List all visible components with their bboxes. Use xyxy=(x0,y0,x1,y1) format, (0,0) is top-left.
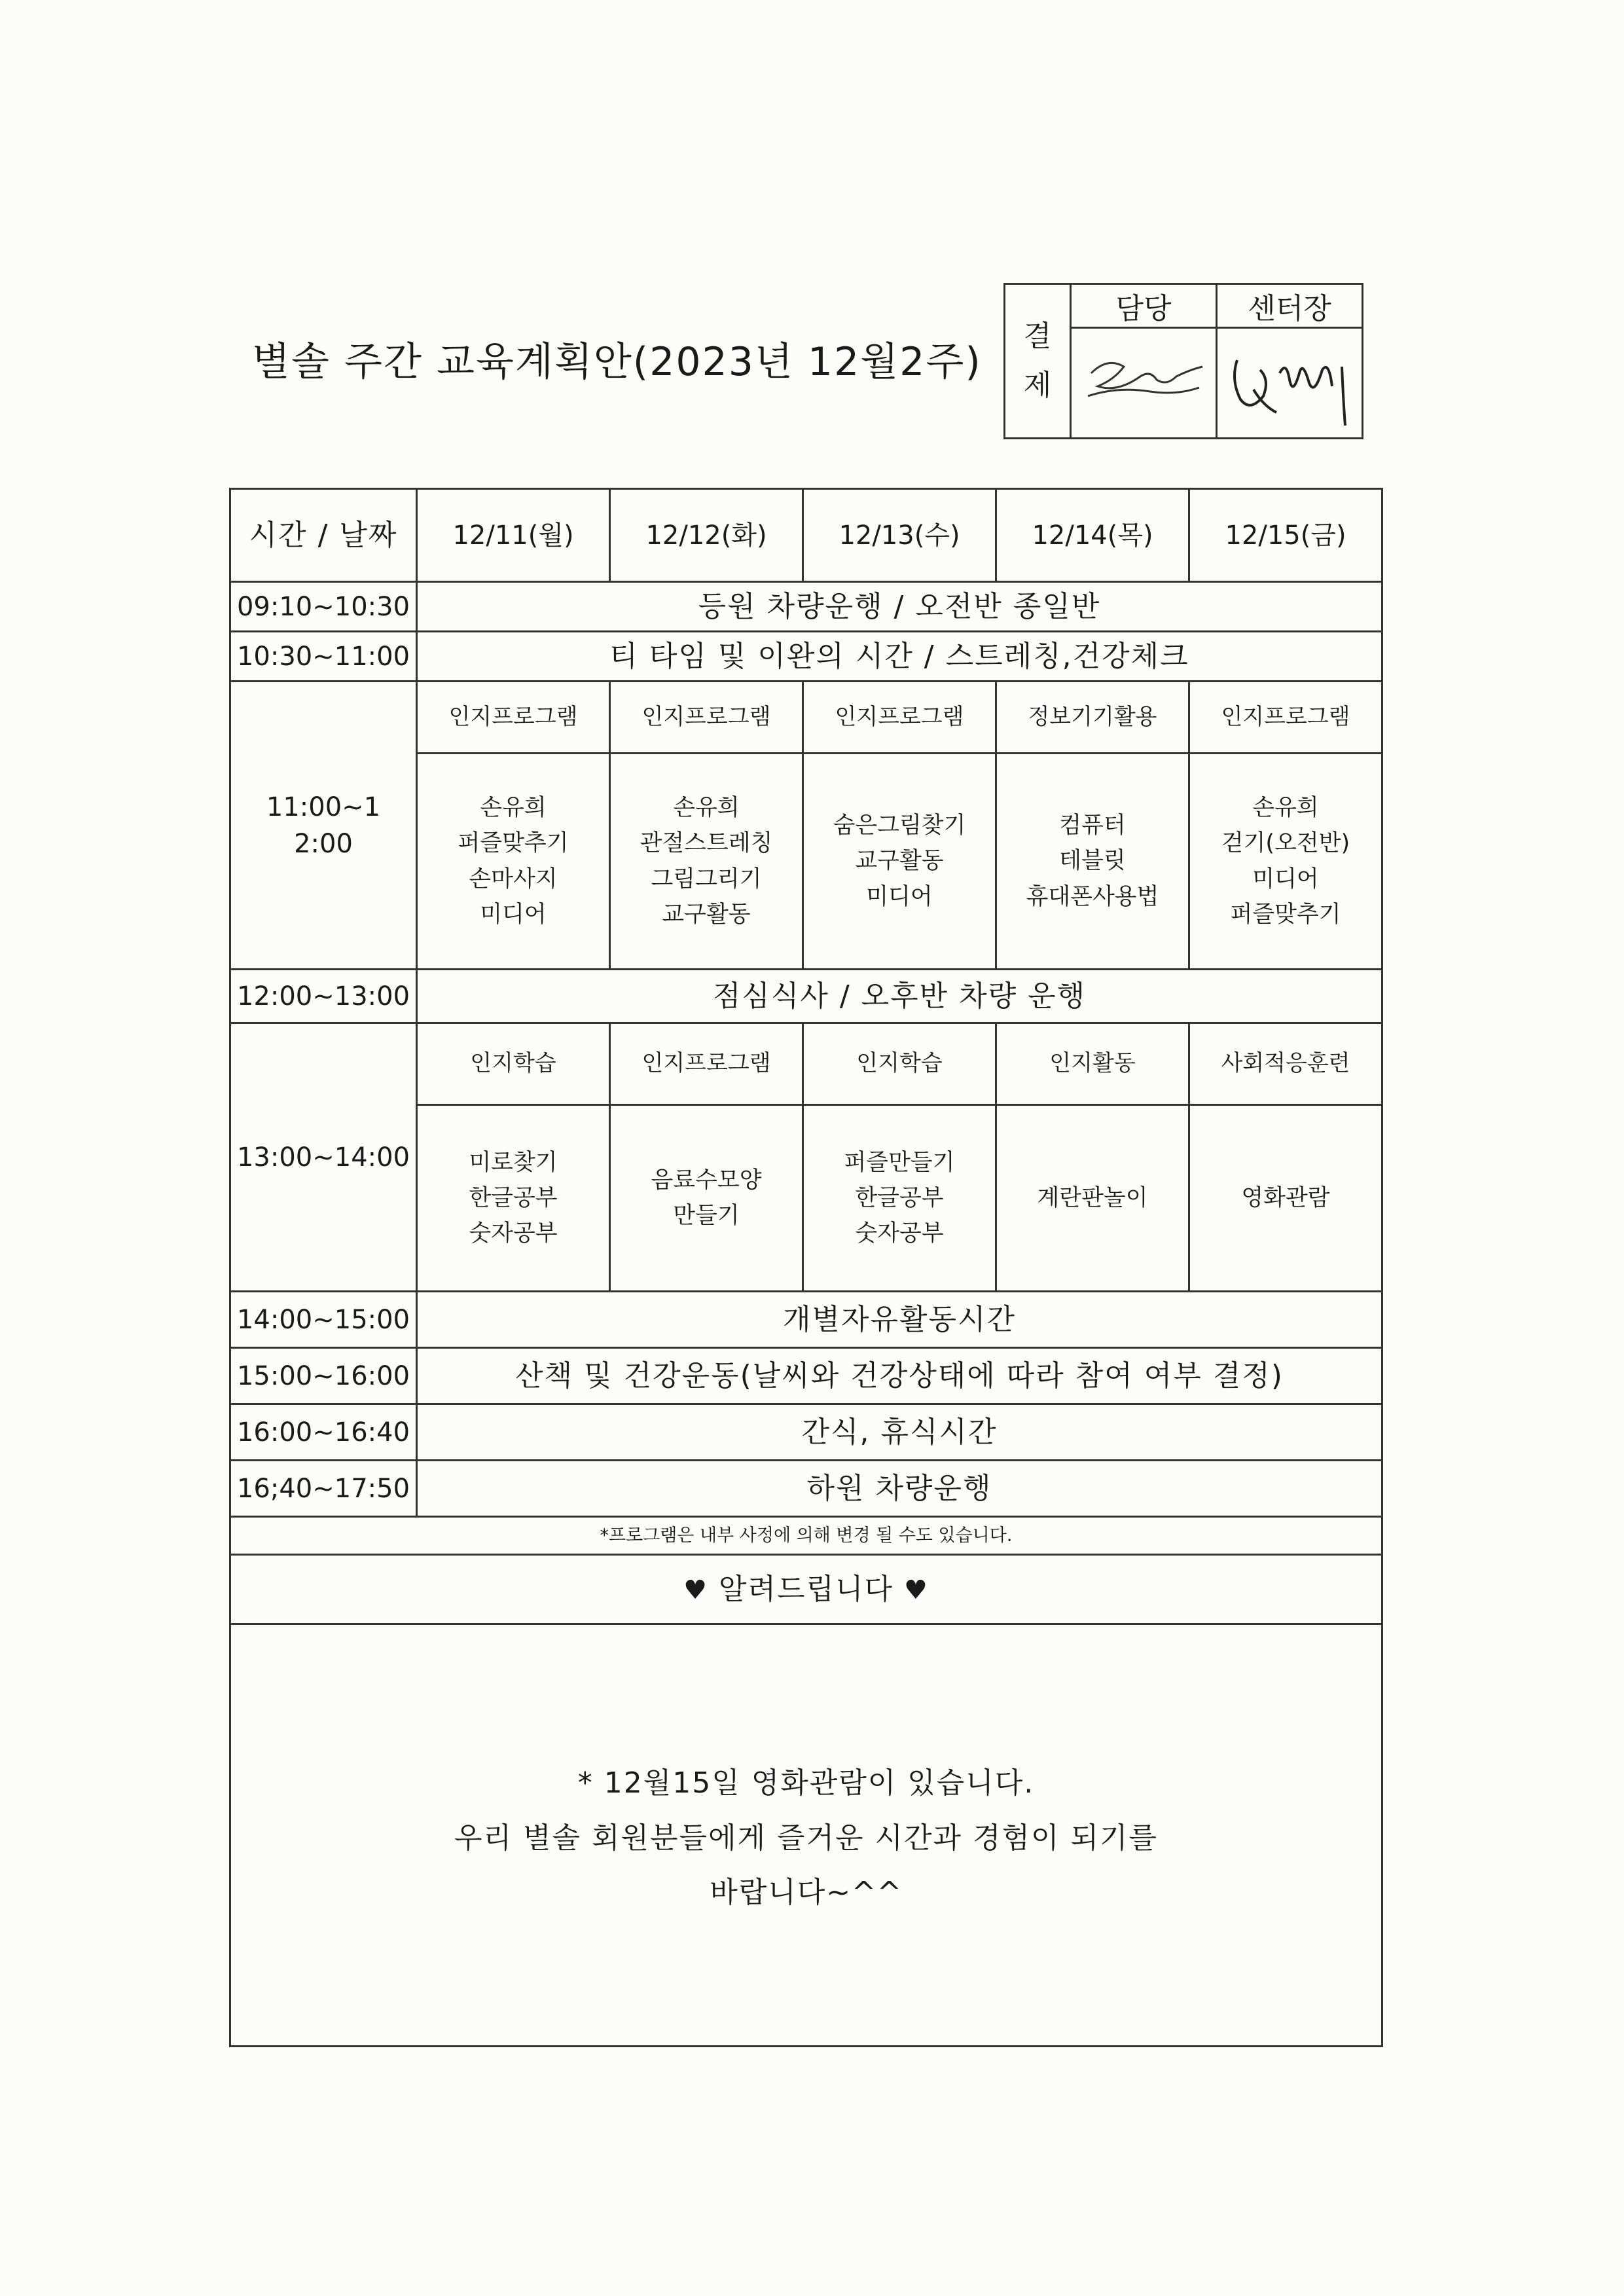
activity-item: 미디어 xyxy=(480,901,547,928)
header-day-fri: 12/15(금) xyxy=(1189,489,1382,582)
activity-item: 퍼즐맞추기 xyxy=(1230,901,1341,928)
header-day-mon: 12/11(월) xyxy=(417,489,610,582)
time-cell-morning xyxy=(230,682,417,970)
activity-cell: 산책 및 건강운동(날씨와 건강상태에 따라 참여 여부 결정) xyxy=(417,1348,1382,1404)
activity-item: 손유희 xyxy=(1252,795,1319,821)
approval-role-manager: 담당 xyxy=(1071,284,1217,328)
activity-item: 관절스트레칭 xyxy=(640,830,773,857)
activities-wed xyxy=(803,754,996,970)
activities-thu xyxy=(996,1105,1189,1292)
time-cell: 12:00~13:00 xyxy=(230,970,417,1023)
header-day-tue: 12/12(화) xyxy=(610,489,803,582)
page-title: 별솔 주간 교육계획안(2023년 12월2주) xyxy=(252,339,982,385)
header-day-thu: 12/14(목) xyxy=(996,489,1189,582)
activity-item: 숫자공부 xyxy=(469,1220,558,1247)
program-tue: 인지프로그램 xyxy=(610,1023,803,1105)
activity-item: 걷기(오전반) xyxy=(1221,830,1350,857)
activity-cell: 등원 차량운행 / 오전반 종일반 xyxy=(417,582,1382,632)
time-cell: 16;40~17:50 xyxy=(230,1461,417,1517)
activity-item: 교구활동 xyxy=(855,848,944,875)
program-mon: 인지학습 xyxy=(417,1023,610,1105)
activity-item: 숫자공부 xyxy=(855,1220,944,1247)
activities-tue xyxy=(610,754,803,970)
program-wed: 인지학습 xyxy=(803,1023,996,1105)
activity-item: 손마사지 xyxy=(469,866,558,892)
time-cell-afternoon: 13:00~14:00 xyxy=(230,1023,417,1292)
activity-item: 영화관람 xyxy=(1241,1184,1330,1211)
activity-cell: 간식, 휴식시간 xyxy=(417,1404,1382,1461)
activity-item: 숨은그림찾기 xyxy=(833,812,966,839)
activity-item: 테블릿 xyxy=(1059,848,1126,875)
heart-icon: ♥ xyxy=(683,1575,708,1605)
activity-item: 손유희 xyxy=(673,795,740,821)
header-day-wed: 12/13(수) xyxy=(803,489,996,582)
activity-cell: 개별자유활동시간 xyxy=(417,1292,1382,1348)
approval-box xyxy=(1003,283,1363,439)
activity-cell: 티 타임 및 이완의 시간 / 스트레칭,건강체크 xyxy=(417,632,1382,682)
activity-item: 컴퓨터 xyxy=(1059,812,1126,839)
activities-mon xyxy=(417,1105,610,1292)
signature-director-image xyxy=(1218,334,1362,432)
program-wed: 인지프로그램 xyxy=(803,682,996,754)
program-fri: 사회적응훈련 xyxy=(1189,1023,1382,1105)
program-tue: 인지프로그램 xyxy=(610,682,803,754)
time-cell: 16:00~16:40 xyxy=(230,1404,417,1461)
activity-cell: 점심식사 / 오후반 차량 운행 xyxy=(417,970,1382,1023)
activities-tue xyxy=(610,1105,803,1292)
activity-item: 계란판놀이 xyxy=(1037,1184,1148,1211)
time-cell: 14:00~15:00 xyxy=(230,1292,417,1348)
program-fri: 인지프로그램 xyxy=(1189,682,1382,754)
time-line: 2:00 xyxy=(294,828,353,859)
heart-icon: ♥ xyxy=(904,1575,929,1605)
activity-item: 음료수모양 xyxy=(651,1167,762,1194)
approval-label xyxy=(1005,284,1071,439)
signature-manager-image xyxy=(1078,340,1209,426)
activity-item: 한글공부 xyxy=(469,1184,558,1211)
time-cell: 10:30~11:00 xyxy=(230,632,417,682)
approval-role-director: 센터장 xyxy=(1217,284,1363,328)
activity-cell: 하원 차량운행 xyxy=(417,1461,1382,1517)
time-cell: 09:10~10:30 xyxy=(230,582,417,632)
time-line: 11:00~1 xyxy=(266,792,381,822)
signature-manager xyxy=(1071,328,1217,439)
activity-item: 미디어 xyxy=(1252,866,1319,892)
activity-item: 그림그리기 xyxy=(651,866,762,892)
notice-heading-text: 알려드립니다 xyxy=(718,1572,894,1606)
activities-wed xyxy=(803,1105,996,1292)
program-thu: 인지활동 xyxy=(996,1023,1189,1105)
activity-item: 손유희 xyxy=(480,795,547,821)
notice-heading xyxy=(230,1555,1382,1624)
approval-label-text: 결 제 xyxy=(1023,319,1052,402)
activity-item: 교구활동 xyxy=(662,901,751,928)
notice-line: * 12월15일 영화관람이 있습니다. xyxy=(577,1766,1035,1800)
activity-item: 한글공부 xyxy=(855,1184,944,1211)
weekly-schedule-table xyxy=(229,488,1383,2047)
activities-thu xyxy=(996,754,1189,970)
activity-item: 휴대폰사용법 xyxy=(1026,883,1159,910)
notice-body xyxy=(230,1624,1382,2047)
activity-item: 퍼즐만들기 xyxy=(844,1149,955,1176)
header-time-date: 시간 / 날짜 xyxy=(230,489,417,582)
time-cell: 15:00~16:00 xyxy=(230,1348,417,1404)
change-note: *프로그램은 내부 사정에 의해 변경 될 수도 있습니다. xyxy=(230,1517,1382,1555)
activity-item: 미로찾기 xyxy=(469,1149,558,1176)
activity-item: 퍼즐맞추기 xyxy=(458,830,569,857)
program-thu: 정보기기활용 xyxy=(996,682,1189,754)
activity-item: 만들기 xyxy=(673,1203,740,1229)
activities-fri xyxy=(1189,754,1382,970)
activities-fri xyxy=(1189,1105,1382,1292)
signature-director xyxy=(1217,328,1363,439)
notice-line: 바랍니다~^^ xyxy=(710,1876,903,1910)
activities-mon xyxy=(417,754,610,970)
program-mon: 인지프로그램 xyxy=(417,682,610,754)
activity-item: 미디어 xyxy=(866,883,933,910)
notice-line: 우리 별솔 회원분들에게 즐거운 시간과 경험이 되기를 xyxy=(454,1821,1158,1855)
